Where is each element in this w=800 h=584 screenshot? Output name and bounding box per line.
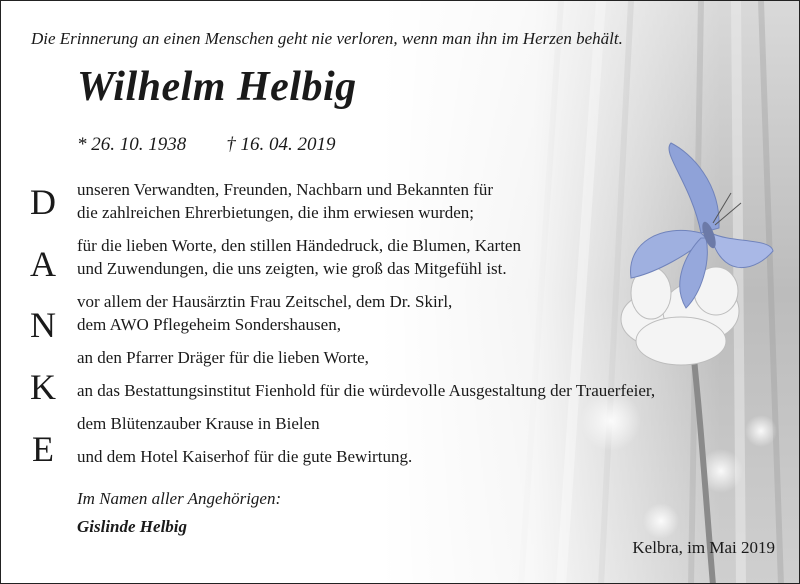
signoff-text: Im Namen aller Angehörigen: bbox=[77, 489, 282, 508]
thanks-line: an das Bestattungsinstitut Fienhold für die würdevolle Ausgestaltung der Trauerfeier, bbox=[77, 381, 656, 400]
danke-letter: A bbox=[30, 244, 56, 284]
thanks-line: für die lieben Worte, den stillen Händedruck, die Blumen, Karten bbox=[77, 236, 521, 255]
thanks-line: vor allem der Hausärztin Frau Zeitschel, dem Dr. Skirl, bbox=[77, 292, 453, 311]
danke-letter: K bbox=[30, 367, 56, 407]
thanks-line: dem Blütenzauber Krause in Bielen bbox=[77, 414, 320, 433]
thanks-line: und Zuwendungen, die uns zeigten, wie groß das Mitgefühl ist. bbox=[77, 259, 507, 278]
deceased-name: Wilhelm Helbig bbox=[77, 64, 357, 110]
thanks-line: unseren Verwandten, Freunden, Nachbarn und Bekannten für bbox=[77, 180, 494, 199]
thanks-line: an den Pfarrer Dräger für die lieben Worte, bbox=[77, 348, 369, 367]
birth-date: * 26. 10. 1938 bbox=[77, 134, 187, 155]
life-dates bbox=[77, 134, 336, 156]
danke-letter: D bbox=[30, 182, 56, 222]
death-date: † 16. 04. 2019 bbox=[226, 134, 336, 155]
danke-letter: N bbox=[30, 305, 56, 345]
place-date: Kelbra, im Mai 2019 bbox=[632, 538, 775, 557]
danke-letter: E bbox=[32, 429, 54, 469]
signer-name: Gislinde Helbig bbox=[77, 517, 188, 536]
thanks-line: die zahlreichen Ehrerbietungen, die ihm erwiesen wurden; bbox=[77, 203, 474, 222]
memorial-quote: Die Erinnerung an einen Menschen geht nie verloren, wenn man ihn im Herzen behält. bbox=[31, 29, 623, 48]
thanks-line: dem AWO Pflegeheim Sondershausen, bbox=[77, 315, 341, 334]
thanks-line: und dem Hotel Kaiserhof für die gute Bewirtung. bbox=[77, 447, 413, 466]
